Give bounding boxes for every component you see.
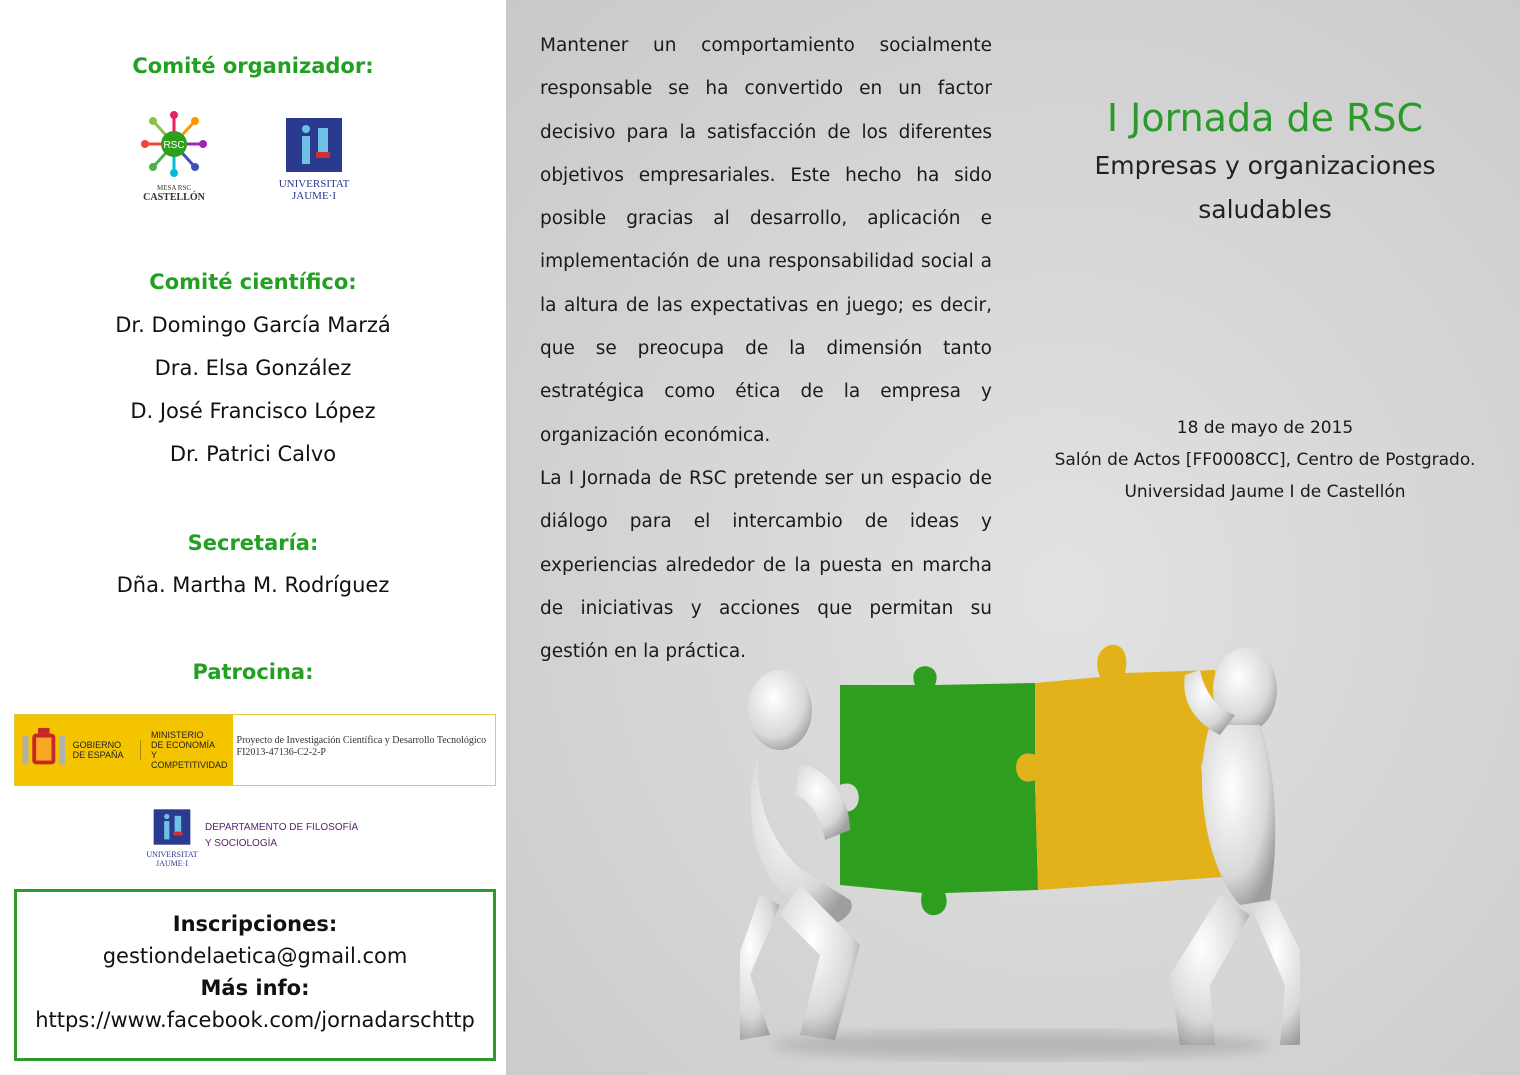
mesa-rsc-emblem-icon: [134, 110, 214, 180]
dept-uji-emblem-icon: [152, 808, 192, 846]
intro-text: [540, 24, 992, 673]
dept-line1: DEPARTAMENTO DE FILOSOFÍA: [205, 822, 359, 833]
event-details: [1010, 412, 1520, 508]
secretary-heading: Secretaría:: [187, 531, 319, 555]
dept-uji-line2: JAUME·I: [156, 859, 188, 868]
dept-uji-logo: [140, 808, 204, 872]
intro-paragraph-2: La I Jornada de RSC pretende ser un espacio de diálogo para el intercambio de ideas y experiencias alrededor de la puesta en marcha de iniciativas y acciones que permitan su gestión en la práctica.: [540, 467, 992, 663]
event-venue: Salón de Actos [FF0008CC], Centro de Postgrado.: [1054, 450, 1476, 470]
uji-line1: UNIVERSITAT: [278, 178, 350, 190]
coat-of-arms-icon: [15, 725, 73, 775]
gob-line2: DE ESPAÑA: [72, 750, 124, 760]
scientific-member: Dra. Elsa González: [154, 356, 352, 380]
event-date: 18 de mayo de 2015: [1176, 418, 1354, 438]
scientific-committee-heading: Comité científico:: [149, 270, 357, 294]
organizing-committee-heading: Comité organizador:: [132, 54, 374, 78]
gob-line1: GOBIERNO: [72, 740, 122, 750]
mesa-rsc-line1: MESA RSC: [156, 184, 192, 192]
uji-line2: JAUME·I: [292, 190, 336, 202]
svg-text:RSC: RSC: [163, 140, 185, 151]
event-subtitle: Empresas y organizaciones saludables: [1094, 151, 1436, 224]
government-logo: [15, 715, 233, 785]
department-name: [205, 820, 358, 852]
scientific-member: D. José Francisco López: [130, 399, 376, 423]
dept-line2: Y SOCIOLOGÍA: [205, 838, 278, 849]
registration-box: [14, 889, 496, 1061]
green-puzzle-piece: [840, 666, 1038, 915]
sponsor-heading: Patrocina:: [192, 660, 314, 684]
event-title: I Jornada de RSC: [1106, 96, 1424, 140]
mesa-rsc-logo: [134, 110, 214, 203]
min-line3: Y COMPETITIVIDAD: [151, 750, 228, 770]
scientific-member: Dr. Patrici Calvo: [169, 442, 337, 466]
secretary-name: Dña. Martha M. Rodríguez: [116, 573, 390, 597]
project-text: Proyecto de Investigación Científica y Desarrollo Tecnológico FI2013-47136-C2-2-P: [236, 735, 487, 758]
sponsor-banner: [14, 714, 496, 786]
registration-email[interactable]: gestiondelaetica@gmail.com: [102, 944, 408, 968]
min-line1: MINISTERIO: [151, 730, 204, 740]
left-panel: [0, 0, 506, 1075]
scientific-member: Dr. Domingo García Marzá: [115, 313, 391, 337]
registration-heading: Inscripciones:: [172, 912, 338, 936]
mesa-rsc-line2: CASTELLÓN: [143, 192, 205, 203]
min-line2: DE ECONOMÍA: [151, 740, 216, 750]
dept-uji-line1: UNIVERSITAT: [146, 850, 198, 859]
uji-emblem-icon: [284, 116, 344, 174]
event-university: Universidad Jaume I de Castellón: [1124, 482, 1406, 502]
more-info-url[interactable]: https://www.facebook.com/jornadarschttp: [35, 1008, 475, 1032]
more-info-heading: Más info:: [200, 976, 310, 1000]
intro-paragraph-1: Mantener un comportamiento socialmente responsable se ha convertido en un factor decisivo para la satisfacción de los diferentes objetivos empresariales. Este hecho ha sido posible gracias al desarrollo, aplicación e implementación de una responsabilidad social a la altura de las expectativas en juego; es decir, que se preocupa de la dimensión tanto estratégica como ética de la empresa y organización económica.: [540, 35, 992, 446]
uji-logo: [268, 116, 360, 208]
puzzle-figures-illustration: [740, 615, 1300, 1065]
